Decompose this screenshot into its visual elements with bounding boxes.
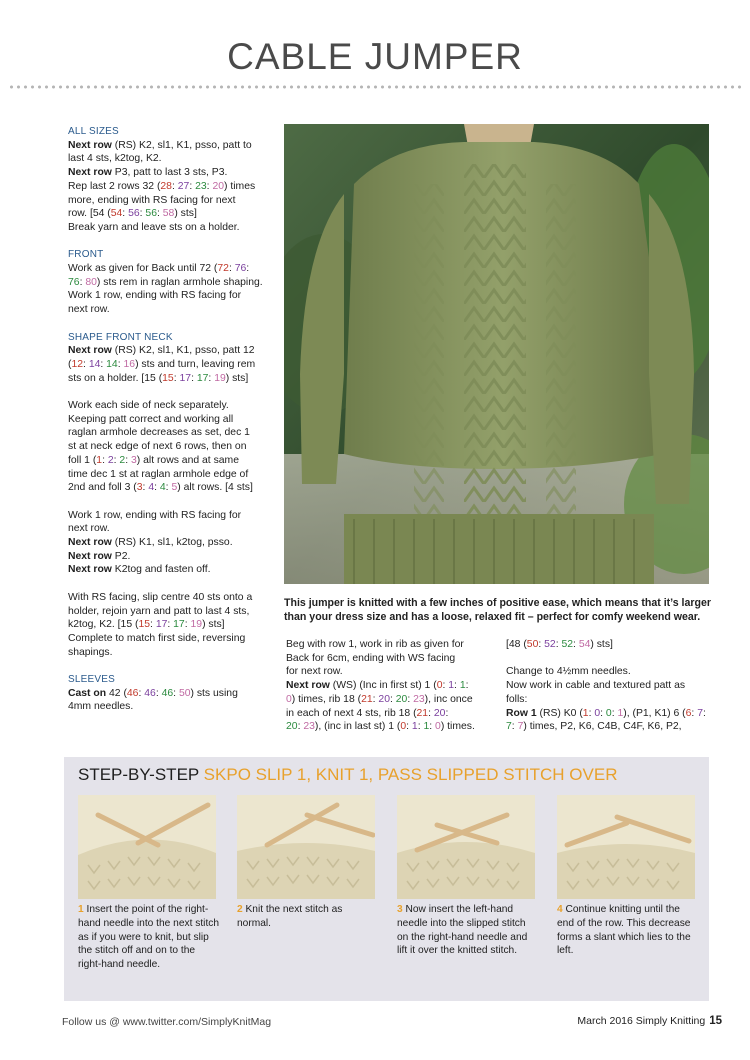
pattern-column-left: ALL SIZES Next row (RS) K2, sl1, K1, psso, patt to last 4 sts, k2tog, K2. Next row P3, patt to last 3 sts, P3. Rep last 2 rows 32 (28: 27: 23: 20) times more, ending with RS facing for next row. [54 (54: 56: 56: 58) sts] Break yarn and leave sts on a holder. FRONT Work as given for Back until 72 (72: 76: 76: 80) sts rem in raglan armhole shaping. Work 1 row, ending with RS facing for next row. SHAPE FRONT NECK Next row (RS) K2, sl1, K1, psso, patt 12 (12: 14: 14: 16) sts and turn, leaving rem sts on a holder. [15 (15: 17: 17: 19) sts] Work each side of neck separately. Keeping patt correct and working all raglan armhole decreases as set, dec 1 st at neck edge of next 6 rows, then on foll 1 (1: 2: 2: 3) alt rows and at same time dec 1 st at raglan armhole edge of 2nd and foll 3 (3: 4: 4: 5) alt rows. [4 sts] Work 1 row, ending with RS facing for next row. Next row (RS) K1, sl1, k2tog, psso. Next row P2. Next row K2tog and fasten off. With RS facing, slip centre 40 sts onto a holder, rejoin yarn and patt to last 4 sts, k2tog, K2. [15 (15: 17: 17: 19) sts] Complete to match first side, reversing shapings. SLEEVES Cast on 42 (46: 46: 46: 50) sts using 4mm needles. xyxy=(68,125,280,714)
step-text-1: 1 Insert the point of the right-hand needle into the next stitch as if you were to knit, but slip the stitch off and on to the right-hand needle. xyxy=(78,904,220,971)
step-photo-2 xyxy=(237,795,375,899)
photo-caption: This jumper is knitted with a few inches of positive ease, which means that it’s larger than your dress size and has a loose, relaxed fit – perfect for comfy weekend wear. xyxy=(284,597,711,623)
section-heading-front: FRONT xyxy=(68,249,104,261)
pattern-column-right: [48 (50: 52: 52: 54) sts] Change to 4½mm needles. Now work in cable and textured patt as folls: Row 1 (RS) K0 (1: 0: 0: 1), (P1, K1) 6 (6: 7: 7: 7) times, P2, K6, C4B, C4F, K6, P2, xyxy=(506,639,706,733)
dotted-divider xyxy=(8,85,742,89)
step-text-4: 4 Continue knitting until the end of the row. This decrease forms a slant which lies to the left. xyxy=(557,904,691,957)
step-by-step-title: STEP-BY-STEP SKPO SLIP 1, KNIT 1, PASS SLIPPED STITCH OVER xyxy=(78,765,618,784)
step-text-3: 3 Now insert the left-hand needle into the slipped stitch on the right-hand needle and lift it over the knitted stitch. xyxy=(397,904,528,957)
footer-twitter-link[interactable]: Follow us @ www.twitter.com/SimplyKnitMag xyxy=(62,1016,272,1028)
footer-issue: March 2016 Simply Knitting 15 xyxy=(577,1015,722,1027)
section-heading-all-sizes: ALL SIZES xyxy=(68,126,119,137)
pattern-column-middle: Beg with row 1, work in rib as given for Back for 6cm, ending with WS facing for next row. Next row (WS) (Inc in first st) 1 (0: 1: 1: 0) times, rib 18 (21: 20: 20: 23), inc once in each of next 4 sts, rib 18 (21: 20: 20: 23), (inc in last st) 1 (0: 1: 1: 0) times. xyxy=(286,639,475,733)
page-title: CABLE JUMPER xyxy=(227,36,523,77)
section-heading-shape-front-neck: SHAPE FRONT NECK xyxy=(68,331,173,343)
step-text-2: 2 Knit the next stitch as normal. xyxy=(237,904,343,929)
step-by-step-panel xyxy=(64,757,709,1001)
jumper-photo xyxy=(284,124,709,584)
step-photo-3 xyxy=(397,795,535,899)
section-heading-sleeves: SLEEVES xyxy=(68,674,115,686)
page-number: 15 xyxy=(709,1015,722,1027)
step-photo-1 xyxy=(78,795,216,899)
step-photo-4 xyxy=(557,795,695,899)
